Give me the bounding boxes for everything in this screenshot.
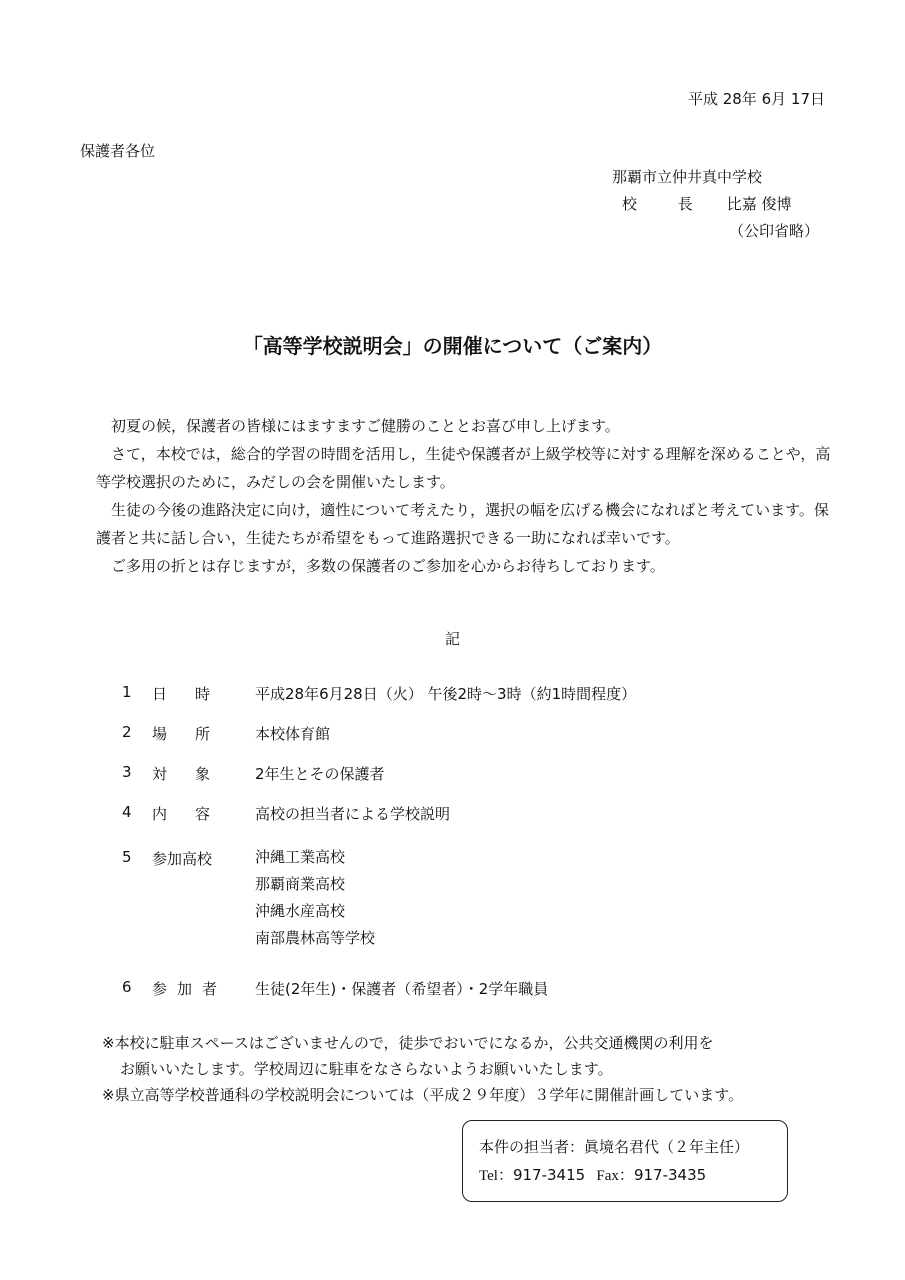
body-paragraph: ご多用の折とは存じますが，多数の保護者のご参加を心からお待ちしております。	[111, 557, 665, 575]
item-number: 5	[122, 848, 132, 866]
school-name: 那覇市立仲井真中学校	[612, 168, 763, 186]
letter-body	[96, 412, 831, 580]
parking-note: ※本校に駐車スペースはございませんので，徒歩でおいでになるか，公共交通機関の利用を	[102, 1034, 714, 1052]
item-label: 参加者	[152, 980, 228, 998]
contact-phone-line	[479, 1161, 787, 1190]
item-number: 3	[122, 763, 132, 781]
prefectural-note: ※県立高等学校普通科の学校説明会については（平成２９年度）３学年に開催計画しています。	[102, 1086, 744, 1104]
school-list-item: 沖縄工業高校	[255, 848, 346, 866]
seal-note: （公印省略）	[728, 222, 819, 240]
school-list-item: 沖縄水産高校	[255, 902, 346, 920]
item-label: 参加高校	[152, 850, 213, 868]
item-number: 4	[122, 803, 132, 821]
contact-person: 本件の担当者：眞境名君代（２年主任）	[479, 1138, 750, 1156]
body-paragraph: 生徒の今後の進路決定に向け，適性について考えたり，選択の幅を広げる機会になればと考えています。保護者と共に話し合い，生徒たちが希望をもって進路選択できる一助になれば幸いです。	[96, 501, 829, 547]
notes	[102, 1030, 743, 1108]
parking-note-continued: お願いいたします。学校周辺に駐車をなさらないようお願いいたします。	[120, 1060, 613, 1078]
ki-heading: 記	[444, 630, 460, 648]
document-date: 平成 28年 6月 17日	[687, 90, 825, 108]
item-value: 生徒(2年生)・保護者（希望者）・2学年職員	[255, 980, 549, 998]
item-number: 6	[122, 978, 132, 996]
item-value: 高校の担当者による学校説明	[255, 805, 451, 823]
item-label: 内容	[152, 805, 239, 823]
item-value: 本校体育館	[255, 725, 331, 743]
principal-role: 校 長	[622, 195, 711, 213]
item-number: 2	[122, 723, 132, 741]
tel-label: Tel：	[479, 1168, 513, 1184]
principal-line	[622, 193, 792, 214]
school-list-item: 那覇商業高校	[255, 875, 346, 893]
body-paragraph: さて，本校では，総合的学習の時間を活用し，生徒や保護者が上級学校等に対する理解を深めることや，高等学校選択のために，みだしの会を開催いたします。	[96, 445, 831, 491]
document-title: 「高等学校説明会」の開催について（ご案内）	[242, 334, 663, 358]
item-number: 1	[122, 683, 132, 701]
contact-box	[462, 1120, 788, 1202]
item-value: 2年生とその保護者	[255, 765, 385, 783]
principal-name: 比嘉 俊博	[726, 195, 792, 213]
school-list	[255, 844, 375, 952]
item-label: 対象	[152, 765, 239, 783]
fax-label: Fax：	[596, 1168, 634, 1184]
tel-number: 917-3415	[512, 1166, 586, 1184]
fax-number: 917-3435	[633, 1166, 707, 1184]
recipient: 保護者各位	[80, 142, 156, 160]
school-list-item: 南部農林高等学校	[255, 929, 376, 947]
item-label: 日時	[152, 685, 239, 703]
item-label: 場所	[152, 725, 239, 743]
body-paragraph: 初夏の候，保護者の皆様にはますますご健勝のこととお喜び申し上げます。	[111, 417, 620, 435]
item-value: 平成28年6月28日（火） 午後2時～3時（約1時間程度）	[255, 685, 637, 703]
